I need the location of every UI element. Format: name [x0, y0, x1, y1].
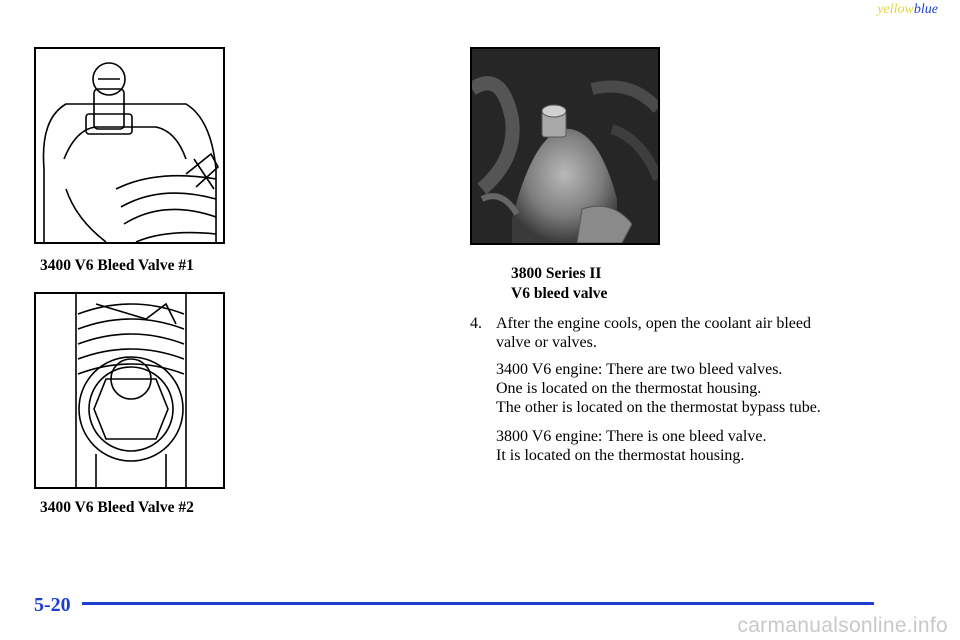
bleed-valve-2-drawing: [36, 294, 223, 487]
bleed-valve-1-drawing: [36, 49, 223, 242]
watermark: carmanualsonline.info: [737, 614, 948, 637]
bleed-valve-3800-photo: [470, 47, 660, 245]
v6-3800-paragraph-line2: It is located on the thermostat housing.: [496, 447, 745, 464]
figure-3-caption-line1: 3800 Series II: [511, 265, 602, 282]
figure-2-caption: 3400 V6 Bleed Valve #2: [40, 499, 194, 516]
v6-3400-paragraph-line1: 3400 V6 engine: There are two bleed valves.: [496, 361, 783, 378]
bleed-valve-3800-photo-render: [472, 49, 658, 243]
page-number: 5-20: [34, 594, 71, 616]
step-text-line2: valve or valves.: [496, 334, 597, 351]
color-tag: [877, 2, 938, 18]
bleed-valve-2-illustration: [34, 292, 225, 489]
tag-yellow: yellow: [877, 2, 914, 17]
bleed-valve-1-illustration: [34, 47, 225, 244]
tag-blue: blue: [913, 2, 938, 17]
figure-3-caption-line2: V6 bleed valve: [511, 285, 608, 302]
step-text-line1: After the engine cools, open the coolant air bleed: [496, 315, 811, 332]
v6-3400-paragraph-line3: The other is located on the thermostat bypass tube.: [496, 399, 821, 416]
step-number: 4.: [470, 315, 482, 332]
v6-3800-paragraph-line1: 3800 V6 engine: There is one bleed valve.: [496, 428, 767, 445]
figure-1-caption: 3400 V6 Bleed Valve #1: [40, 257, 194, 274]
footer-rule: [82, 602, 874, 605]
v6-3400-paragraph-line2: One is located on the thermostat housing.: [496, 380, 762, 397]
